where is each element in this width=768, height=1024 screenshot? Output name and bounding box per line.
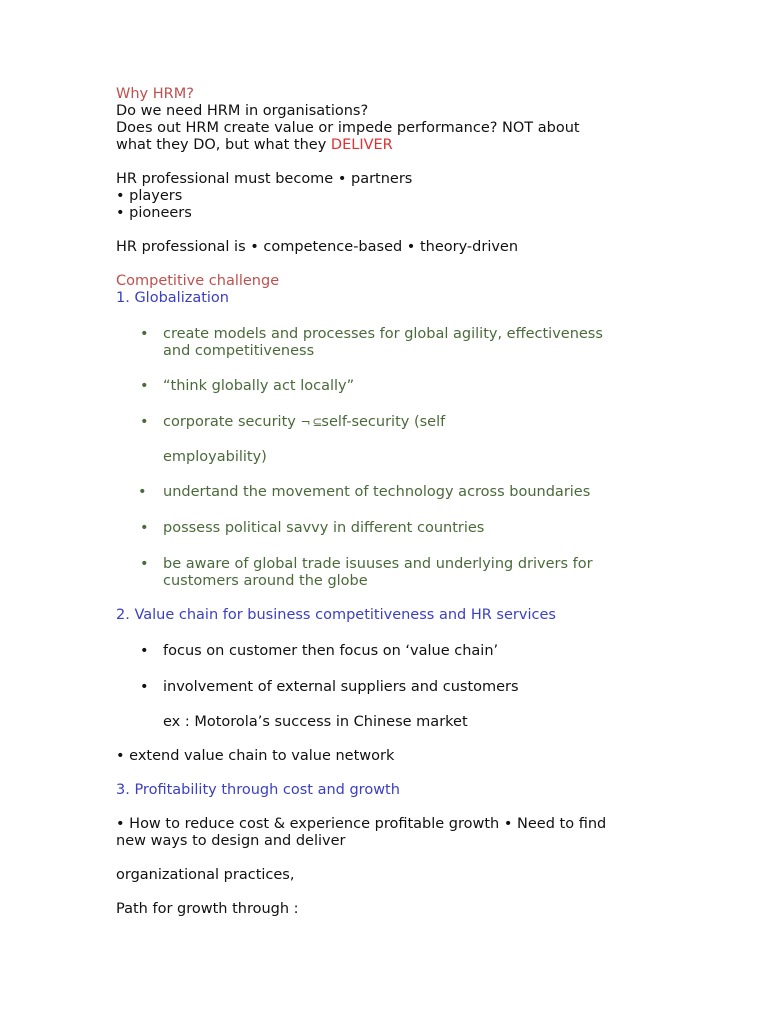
question-line-3 [116,137,676,154]
question-line-2: Does out HRM create value or impede performance? NOT about [116,120,580,136]
question-line-3-text: what they DO, but what they [116,137,331,153]
partners-line: HR professional must become • partners [116,171,413,187]
list-item: • undertand the movement of technology across boundaries [138,484,591,500]
deliver-word: DELIVER [330,137,393,153]
document-page [116,86,676,918]
list-item: • involvement of external suppliers and customers [140,679,519,695]
competence-line: HR professional is • competence-based • theory-driven [116,239,519,255]
list-item: • focus on customer then focus on ‘value chain’ [140,643,499,659]
org-practices-line: organizational practices, [116,867,295,883]
question-line-1: Do we need HRM in organisations? [116,103,369,119]
cost-line-2: new ways to design and deliver [116,833,346,849]
bullet-icon: • [140,520,149,536]
bullet-icon: • [140,378,149,394]
doc-title: Why HRM? [116,86,194,102]
list-item: • be aware of global trade isuuses and underlying drivers for customers around the globe [140,556,593,589]
bullet-icon: • [140,556,149,572]
bullet-icon: • [140,643,149,659]
section-2-heading: 2. Value chain for business competitiveness and HR services [116,607,556,623]
list-item: • create models and processes for global agility, effectiveness and competitiveness [140,326,603,359]
list-item: • corporate security ¬ ⊆self-security (self [140,414,446,430]
pioneers-line: • pioneers [116,205,192,221]
path-growth-line: Path for growth through : [116,901,299,917]
cost-line-1: • How to reduce cost & experience profitable growth • Need to find [116,816,607,832]
employability-line: employability) [163,449,267,465]
bullet-icon: • [138,484,147,500]
motorola-example: ex : Motorola’s success in Chinese market [163,714,468,730]
bullet-icon: • [140,326,149,342]
list-item: • possess political savvy in different countries [140,520,485,536]
competitive-heading: Competitive challenge [116,273,280,289]
bullet-icon: • [140,414,149,430]
list-item: • “think globally act locally” [140,378,355,394]
bullet-icon: • [140,679,149,695]
extend-value-line: • extend value chain to value network [116,748,395,764]
not-subset-symbol: ¬ ⊆ [300,415,322,429]
section-3-heading: 3. Profitability through cost and growth [116,782,400,798]
section-1-heading: 1. Globalization [116,290,229,306]
players-line: • players [116,188,183,204]
